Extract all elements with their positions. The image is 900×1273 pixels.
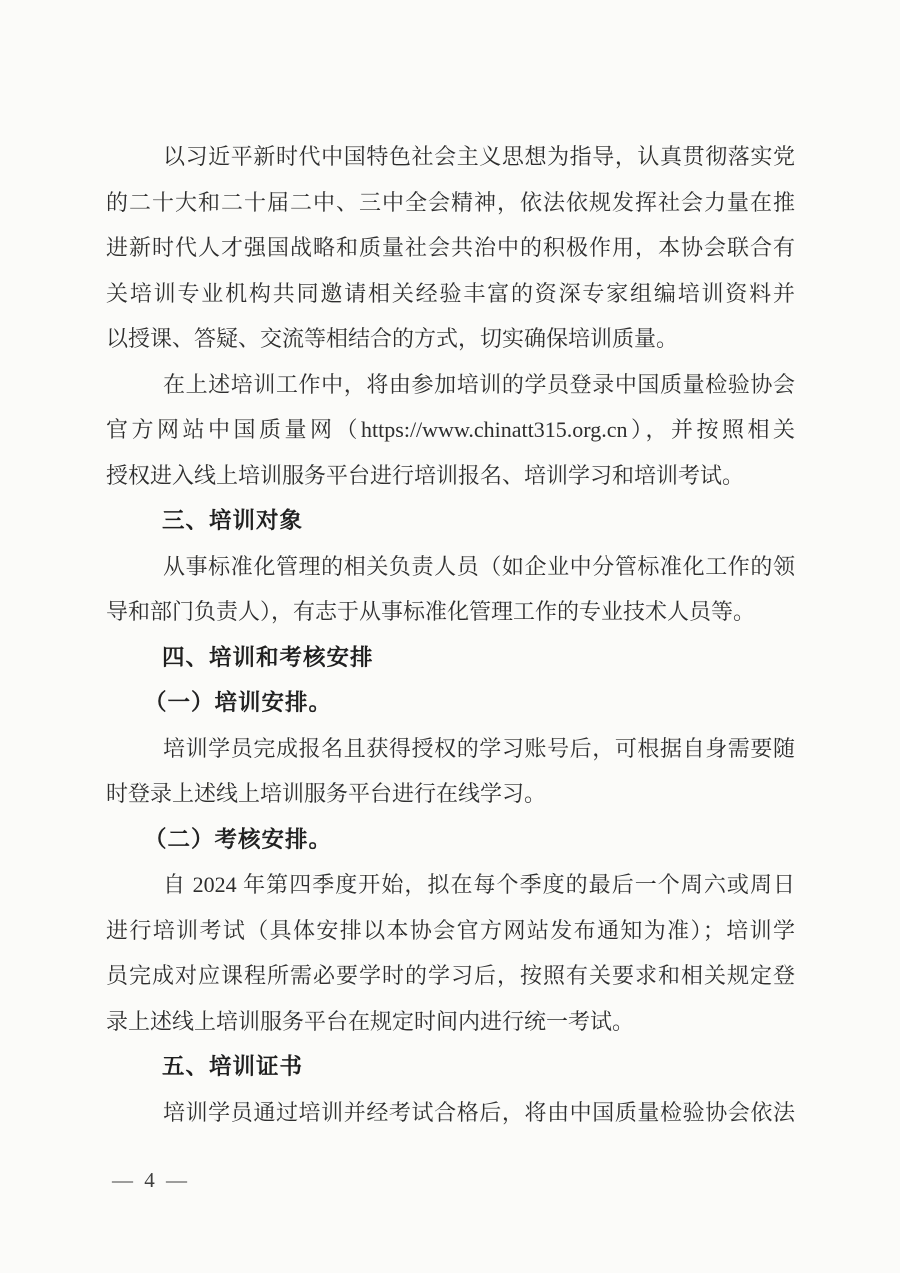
paragraph-line: 以习近平新时代中国特色社会主义思想为指导，认真贯彻落实党: [163, 144, 795, 169]
paragraph-line: 以授课、答疑、交流等相结合的方式，切实确保培训质量。: [106, 326, 679, 351]
paragraph: [106, 362, 795, 499]
paragraph: [106, 1090, 795, 1136]
page-number: — 4 —: [112, 1168, 190, 1192]
paragraph-line: 授权进入线上培训服务平台进行培训报名、培训学习和培训考试。: [106, 462, 745, 488]
paragraph: [106, 862, 795, 1044]
subsection-heading-assessment-arrangement: （二）考核安排。: [144, 826, 333, 852]
paragraph-line: 进新时代人才强国战略和质量社会共治中的积极作用，本协会联合有: [106, 235, 795, 260]
section-heading-training-certificate: 五、培训证书: [162, 1054, 304, 1079]
paragraph-line: 的二十大和二十届二中、三中全会精神，依法依规发挥社会力量在推: [106, 189, 795, 215]
paragraph-line-with-url: 官方网站中国质量网（https://www.chinatt315.org.cn），并按照相关: [106, 417, 795, 442]
paragraph-line: 培训学员通过培训并经考试合格后，将由中国质量检验协会依法: [163, 1099, 795, 1125]
paragraph: [106, 134, 795, 362]
paragraph-line: 培训学员完成报名且获得授权的学习账号后，可根据自身需要随: [163, 735, 795, 761]
paragraph-line: 员完成对应课程所需必要学时的学习后，按照有关要求和相关规定登: [106, 963, 795, 988]
subsection-heading-training-arrangement: （一）培训安排。: [144, 690, 333, 715]
paragraph: [106, 726, 795, 817]
paragraph-line: 进行培训考试（具体安排以本协会官方网站发布通知为准）；培训学: [106, 917, 795, 943]
paragraph-line: 导和部门负责人），有志于从事标准化管理工作的专业技术人员等。: [106, 599, 756, 624]
section-heading-training-and-assessment: 四、培训和考核安排: [162, 644, 374, 670]
paragraph-line: 录上述线上培训服务平台在规定时间内进行统一考试。: [106, 1008, 635, 1034]
paragraph-line: 时登录上述线上培训服务平台进行在线学习。: [106, 781, 547, 806]
paragraph: [106, 544, 795, 635]
paragraph-line: 关培训专业机构共同邀请相关经验丰富的资深专家组编培训资料并: [106, 280, 795, 306]
paragraph-line: 在上述培训工作中，将由参加培训的学员登录中国质量检验协会: [163, 371, 795, 397]
section-heading-training-targets: 三、培训对象: [162, 508, 304, 533]
paragraph-line: 自 2024 年第四季度开始，拟在每个季度的最后一个周六或周日: [163, 872, 795, 897]
document-body: [106, 134, 795, 1135]
paragraph-line: 从事标准化管理的相关负责人员（如企业中分管标准化工作的领: [163, 553, 795, 579]
